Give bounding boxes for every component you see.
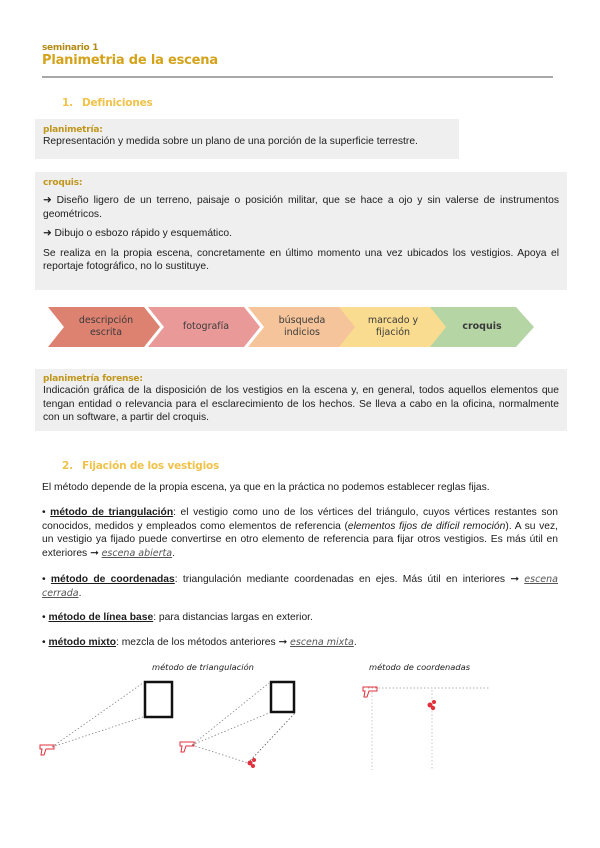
definition-text: Representación y medida sobre un plano de una porción de la superficie terrestre. [43,136,418,147]
method-term: método de línea base [48,612,154,623]
method-term: método de triangulación [50,507,174,518]
definition-text: Indicación gráfica de la disposición de los vestigios en la escena y, en general, todos aquellos elementos que tengan entidad o relevancia para el esclarecimiento de los hechos. Se lleva a cabo en la oficina, normalmente con un software, a partir del croquis. [43,385,559,424]
method-term: método de coordenadas [50,574,175,585]
croquis-bullet-2: ➜ Dibujo o esbozo rápido y esquemático. [43,228,232,240]
figure-caption-coordenadas: método de coordenadas [369,662,471,672]
method-linea-base: • método de línea base: para distancias largas en exterior. [42,612,313,623]
method-mixto: • método mixto: mezcla de los métodos anteriores ➞ escena mixta. [42,637,357,648]
pistol-icon [40,745,54,755]
pistol-icon [180,742,194,752]
figure-caption-triangulacion: método de triangulación [152,662,254,672]
process-step-marcado: marcado y fijación [367,315,419,338]
definition-label: planimetría forense: [43,374,143,384]
section-heading-definiciones [62,97,153,109]
reference-object-icon [271,682,294,712]
document-kicker: seminario 1 [42,43,99,53]
definition-label: planimetría: [43,125,103,135]
process-step-busqueda: búsqueda indicios [278,315,326,338]
section-heading-fijacion [62,460,219,472]
coordinates-diagram [360,680,500,770]
section-number: 2. [62,460,73,472]
process-step-fotografia: fotografía [182,321,230,332]
reference-object-icon [145,682,172,717]
definition-planimetria [35,119,459,159]
scene-type-link: escena mixta [290,637,354,648]
header-divider [42,76,553,78]
croquis-bullet-1: ➜ Diseño ligero de un terreno, paisaje o posición militar, que se hace a ojo y sin valerse de instrumentos geométricos. [43,195,559,220]
triangulation-diagram [30,675,320,775]
section-intro: El método depende de la propia escena, ya que en la práctica no podemos establecer reglas fijas. [42,482,490,493]
definition-croquis [35,172,567,290]
section-title: Definiciones [82,97,153,109]
croquis-paragraph: Se realiza en la propia escena, concretamente en último momento una vez ubicados los vestigios. Apoya el reportaje fotográfico, no lo sustituye. [43,247,559,273]
scene-type-link: escena cerrada [42,574,558,599]
scene-type-link: escena abierta [101,547,173,559]
section-number: 1. [62,97,73,109]
blood-stain-icon [248,758,257,768]
definition-planimetria-forense [35,369,567,431]
method-triangulacion: • método de triangulación: el vestigio como uno de los vértices del triángulo, cuyos vértices restantes son conocidos, medidos y empleados como elementos de referencia (elementos fijos de difícil remoción). A su vez, un vestigio ya fijado puede convertirse en otro elemento de referencia para fijar otros vestigios. Es más útil en exteriores ➞ escena abierta. [42,507,558,559]
process-flow [48,307,538,347]
section-title: Fijación de los vestigios [82,460,220,472]
method-term: método mixto [48,637,116,648]
method-coordenadas: • método de coordenadas: triangulación mediante coordenadas en ejes. Más útil en interiores ➞ escena cerrada. [42,574,558,599]
process-step-croquis: croquis [462,321,502,332]
pistol-icon [363,687,377,697]
definition-label: croquis: [43,178,83,188]
process-step-descripcion: descripción escrita [78,315,134,338]
document-title: Planimetria de la escena [42,53,218,68]
